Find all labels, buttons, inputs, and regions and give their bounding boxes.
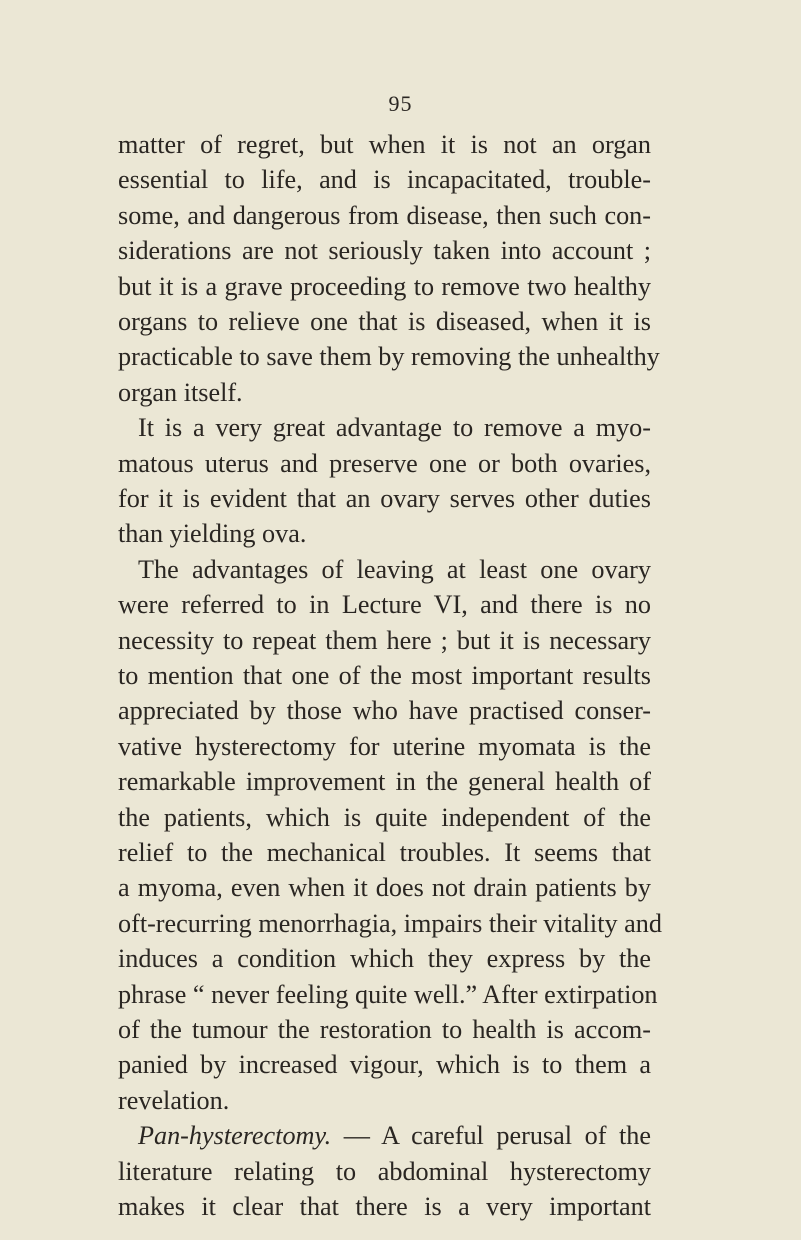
text-line: literature relating to abdominal hysterectomy [118,1156,651,1186]
text-line: siderations are not seriously taken into account ; [118,236,651,266]
text-line: vative hysterectomy for uterine myomata is the [118,731,651,761]
text-line: relief to the mechanical troubles. It seems that [118,838,651,867]
text-line: practicable to save them by removing the unhealthy [118,342,660,372]
text-line: necessity to repeat them here ; but it is necessary [118,625,651,655]
text-line: but it is a grave proceeding to remove two healthy [118,271,651,301]
text-line: a myoma, even when it does not drain patients by [118,873,651,903]
text-line: organs to relieve one that is diseased, when it is [118,307,651,336]
text-line: were referred to in Lecture VI, and there is no [118,590,651,620]
text-line: than yielding ova. [118,519,307,549]
text-line: oft-recurring menorrhagia, impairs their vitality and [118,908,662,938]
text-line: matous uterus and preserve one or both ovaries, [118,448,651,478]
text-line: makes it clear that there is a very important [118,1192,651,1221]
section-heading: Pan-hysterectomy. [138,1121,332,1151]
page-number: 95 [388,91,413,116]
text-line: for it is evident that an ovary serves other duties [118,484,651,513]
text-line: induces a condition which they express by the [118,944,651,974]
text-line: organ itself. [118,377,243,407]
text-line: essential to life, and is incapacitated, trouble- [118,165,651,195]
text-line: to mention that one of the most important results [118,661,651,690]
text-line: panied by increased vigour, which is to them a [118,1050,651,1080]
text-line: phrase “ never feeling quite well.” After extirpation [118,979,658,1009]
text-line: matter of regret, but when it is not an organ [118,130,651,159]
text-line: some, and dangerous from disease, then such con- [118,200,651,230]
text-line: of the tumour the restoration to health is accom- [118,1015,651,1044]
section-heading-line [138,1116,651,1156]
heading-line-rest: — A careful perusal of the [331,1121,651,1151]
text-line: remarkable improvement in the general health of [118,767,651,797]
text-line: The advantages of leaving at least one ovary [138,554,651,584]
text-line: appreciated by those who have practised conser- [118,696,651,726]
text-line: revelation. [118,1085,230,1115]
text-line: the patients, which is quite independent of the [118,802,651,832]
text-line: It is a very great advantage to remove a myo- [138,413,651,443]
